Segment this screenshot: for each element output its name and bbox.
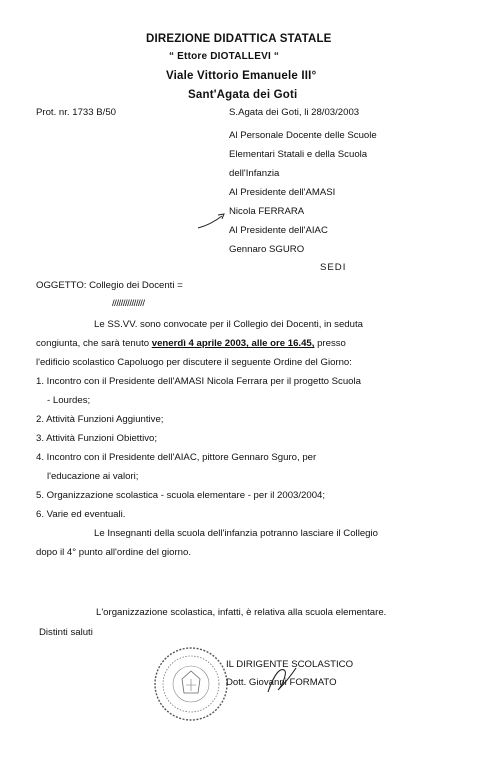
recipient-line: dell'Infanzia [229,168,280,179]
handwritten-signature-icon [262,664,302,696]
header-town: Sant'Agata dei Goti [188,89,298,101]
recipient-line: Gennaro SGURO [229,244,305,255]
header-address: Viale Vittorio Emanuele III° [166,70,317,82]
agenda-item: 6. Varie ed eventuali. [36,509,126,520]
subject-line: OGGETTO: Collegio dei Docenti = [36,280,183,291]
meeting-datetime: venerdì 4 aprile 2003, alle ore 16.45, [151,338,315,349]
agenda-item: 4. Incontro con il Presidente dell'AIAC, pittore Gennaro Sguro, per [36,452,317,463]
intro-line: Le SS.VV. sono convocate per il Collegio dei Docenti, in seduta [94,319,363,330]
recipient-line: Al Presidente dell'AMASI [229,187,336,198]
recipient-line: Elementari Statali e della Scuola [229,149,368,160]
note-line: dopo il 4° punto all'ordine del giorno. [36,547,192,558]
note-line: Le Insegnanti della scuola dell'infanzia potranno lasciare il Collegio [94,528,378,539]
protocol-number: Prot. nr. 1733 B/50 [36,107,117,118]
intro-text: presso [314,338,346,349]
intro-line [36,338,346,349]
greeting: Distinti saluti [39,627,93,638]
pen-mark-icon [196,210,236,232]
agenda-item-continuation: - Lourdes; [47,395,91,406]
place-date: S.Agata dei Goti, li 28/03/2003 [229,107,360,118]
intro-line: l'edificio scolastico Capoluogo per discutere il seguente Ordine del Giorno: [36,357,352,368]
signature-name: Dott. Giovanni FORMATO [226,677,337,688]
agenda-item-continuation: l'educazione ai valori; [47,471,139,482]
subject-marks: /////////////// [112,298,145,309]
header-title: DIREZIONE DIDATTICA STATALE [146,33,332,45]
official-stamp-icon [152,645,230,723]
agenda-item: 5. Organizzazione scolastica - scuola elementare - per il 2003/2004; [36,490,326,501]
agenda-item: 1. Incontro con il Presidente dell'AMASI Nicola Ferrara per il progetto Scuola [36,376,361,387]
signature-title: IL DIRIGENTE SCOLASTICO [226,659,354,670]
closing-note: L'organizzazione scolastica, infatti, è relativa alla scuola elementare. [96,607,387,618]
intro-text: congiunta, che sarà tenuto [36,338,152,349]
agenda-item: 2. Attività Funzioni Aggiuntive; [36,414,164,425]
header-school-name: “ Ettore DIOTALLEVI “ [169,51,280,62]
recipient-line: Al Personale Docente delle Scuole [229,130,377,141]
recipient-line: Nicola FERRARA [229,206,305,217]
recipient-line: Al Presidente dell'AIAC [229,225,328,236]
sedi-label: SEDI [320,262,347,273]
agenda-item: 3. Attività Funzioni Obiettivo; [36,433,158,444]
